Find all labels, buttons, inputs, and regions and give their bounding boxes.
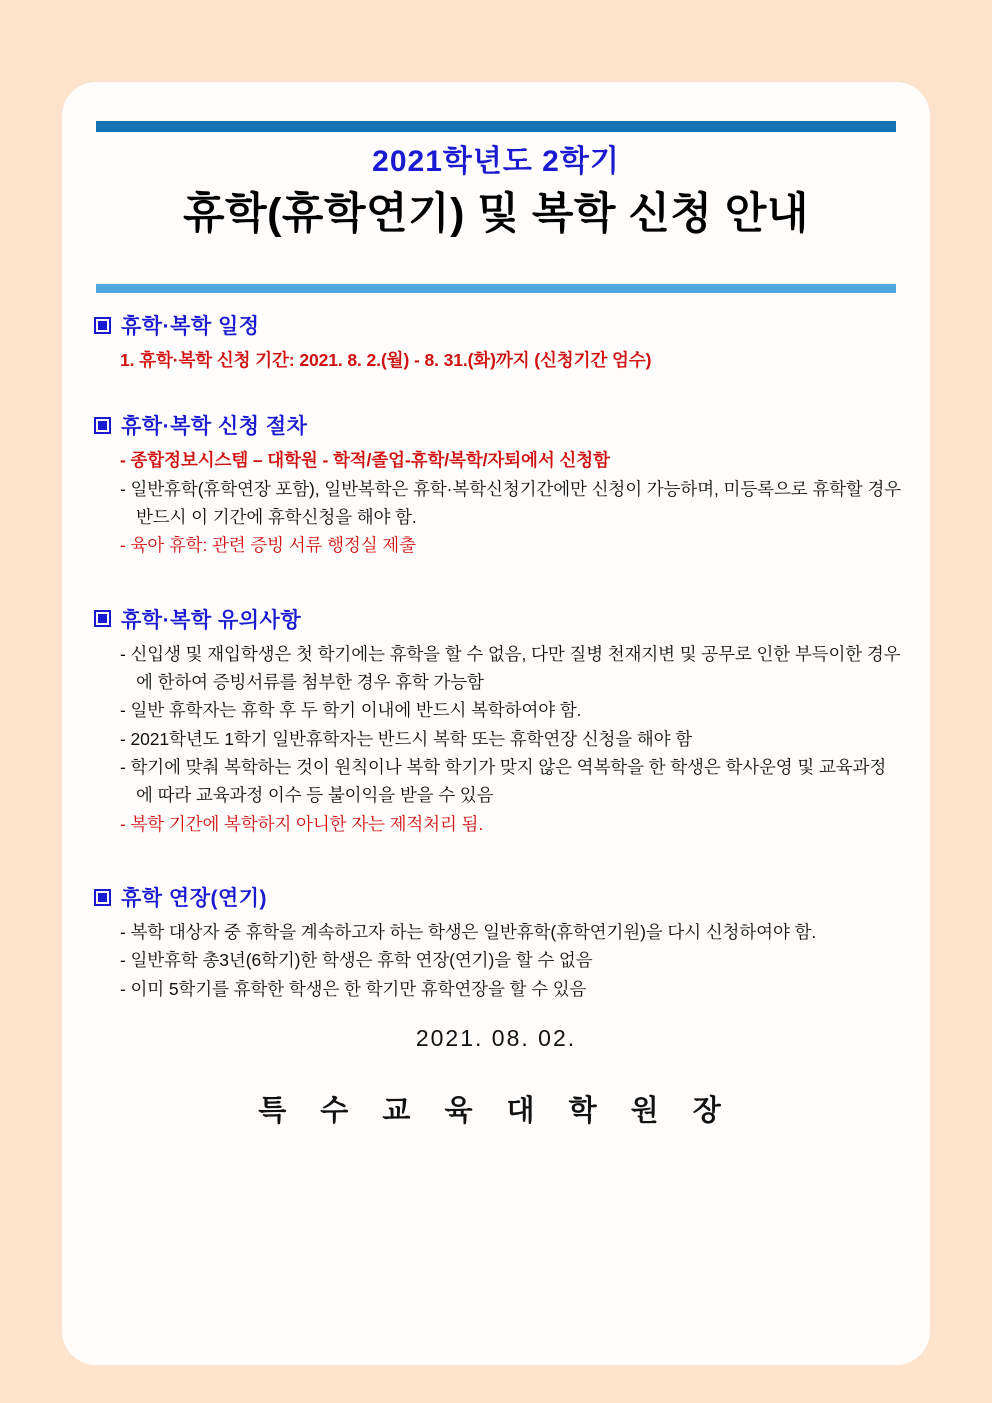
divider-bottom [96, 284, 896, 293]
list-item: - 복학 대상자 중 휴학을 계속하고자 하는 학생은 일반휴학(휴학연기원)을 다시 신청하여야 함. [120, 922, 817, 943]
list-item: - 학기에 맞춰 복학하는 것이 원칙이나 복학 학기가 맞지 않은 역복학을 한 학생은 학사운영 및 교육과정에 따라 교육과정 이수 등 불이익을 받을 수 있음 [120, 757, 887, 806]
section-heading-label: 휴학·복학 일정 [121, 315, 260, 338]
poster-title-block [62, 144, 930, 242]
section-heading-label: 휴학·복학 신청 절차 [121, 415, 308, 439]
square-bullet-icon [94, 889, 111, 906]
section-notes [62, 604, 930, 838]
list-item: - 일반휴학(휴학연장 포함), 일반복학은 휴학·복학신청기간에만 신청이 가능하며, 미등록으로 휴학할 경우 반드시 이 기간에 휴학신청을 해야 함. [120, 478, 902, 528]
title-year: 2021학년도 2학기 [372, 145, 620, 178]
list-item: - 육아 휴학: 관련 증빙 서류 행정실 제출 [120, 535, 416, 556]
list-item: - 일반 휴학자는 휴학 후 두 학기 이내에 반드시 복학하여야 함. [120, 700, 582, 721]
section-heading [94, 882, 930, 912]
signature-line: 특 수 교 육 대 학 원 장 [258, 1095, 734, 1128]
section-procedure [62, 410, 930, 559]
list-item: - 종합정보시스템 – 대학원 - 학적/졸업-휴학/복학/자퇴에서 신청함 [120, 450, 610, 471]
list-item: - 복학 기간에 복학하지 아니한 자는 제적처리 됨. [120, 813, 484, 834]
square-bullet-icon [94, 610, 111, 627]
divider-top [96, 121, 896, 132]
section-heading [94, 604, 930, 634]
page-title: 휴학(휴학연기) 및 복학 신청 안내 [183, 190, 809, 238]
list-item: - 신입생 및 재입학생은 첫 학기에는 휴학을 할 수 없음, 다만 질병 천재지변 및 공무로 인한 부득이한 경우에 한하여 증빙서류를 첨부한 경우 휴학 가능함 [120, 643, 901, 693]
section-schedule [62, 310, 930, 374]
section-heading [94, 310, 930, 340]
section-heading-label: 휴학·복학 유의사항 [121, 608, 302, 632]
section-extension [62, 882, 930, 1003]
square-bullet-icon [94, 317, 111, 334]
list-item: 1. 휴학·복학 신청 기간: 2021. 8. 2.(월) - 8. 31.(화)까지 (신청기간 엄수) [120, 350, 652, 370]
list-item: - 이미 5학기를 휴학한 학생은 한 학기만 휴학연장을 할 수 있음 [120, 978, 587, 999]
list-item: - 일반휴학 총3년(6학기)한 학생은 휴학 연장(연기)을 할 수 없음 [120, 950, 593, 971]
section-heading-label: 휴학 연장(연기) [121, 887, 268, 911]
issue-date: 2021. 08. 02. [415, 1025, 577, 1052]
poster-inner [62, 82, 930, 1365]
list-item: - 2021학년도 1학기 일반휴학자는 반드시 복학 또는 휴학연장 신청을 해야 함 [120, 728, 693, 749]
section-heading [94, 410, 930, 440]
poster-paper [62, 82, 930, 1365]
poster-body [62, 310, 930, 1129]
square-bullet-icon [94, 417, 111, 434]
